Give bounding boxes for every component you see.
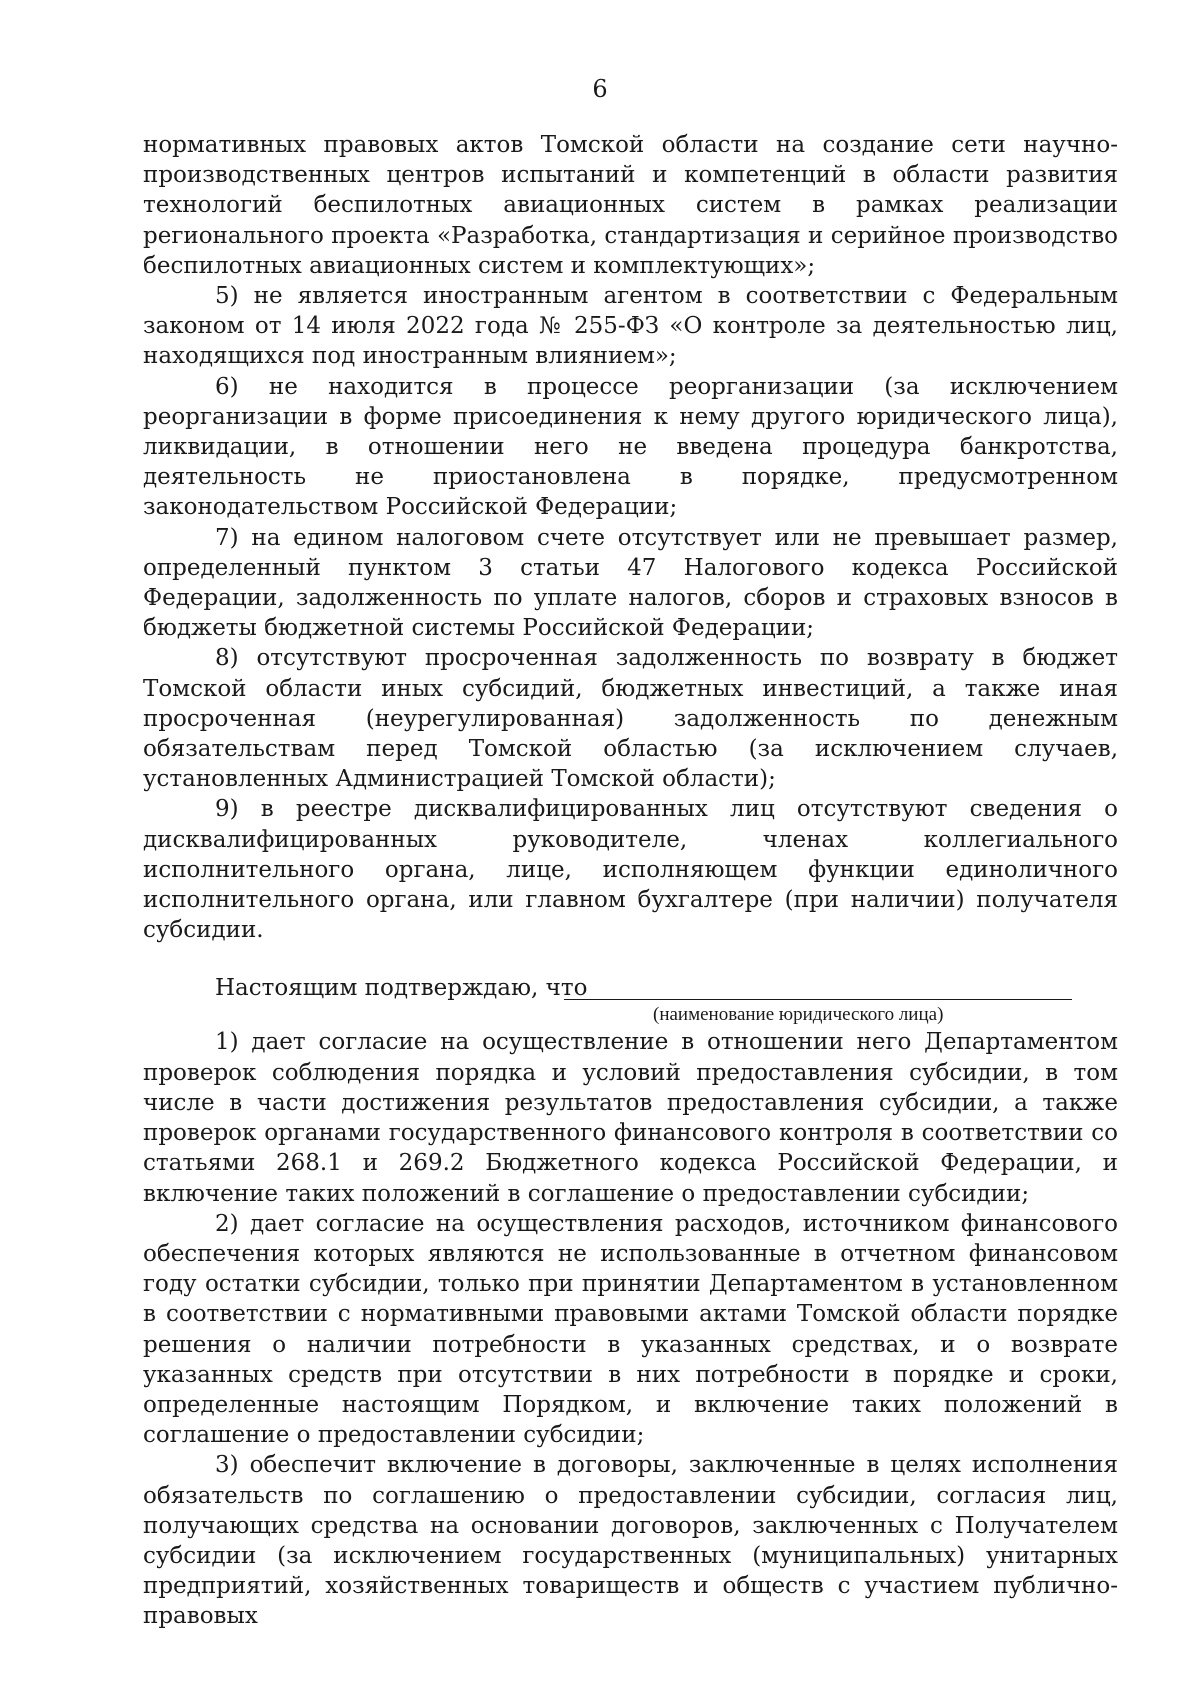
confirmation-line	[143, 973, 1118, 1003]
paragraph-item-5: 5) не является иностранным агентом в соответствии с Федеральным законом от 14 июля 2022 года № 255-ФЗ «О контроле за деятельностью лиц, находящихся под иностранным влиянием»;	[143, 283, 1118, 370]
paragraph-item-9: 9) в реестре дисквалифицированных лиц отсутствуют сведения о дисквалифицированных руководителе, членах коллегиального исполнительного органа, лице, исполняющем функции единоличного исполнительного органа, или главном бухгалтере (при наличии) получателя субсидии.	[143, 796, 1118, 944]
consent-item-1: 1) дает согласие на осуществление в отношении него Департаментом проверок соблюдения порядка и условий предоставления субсидии, в том числе в части достижения результатов предоставления субсидии, а также проверок органами государственного финансового контроля в соответствии со статьями 268.1 и 269.2 Бюджетного кодекса Российской Федерации, и включение таких положений в соглашение о предоставлении субсидии;	[143, 1029, 1118, 1207]
confirmation-lead-text: Настоящим подтверждаю, что	[215, 975, 588, 1002]
document-body	[143, 130, 1118, 1632]
paragraph-item-8: 8) отсутствуют просроченная задолженность по возврату в бюджет Томской области иных субсидий, бюджетных инвестиций, а также иная просроченная (неурегулированная) задолженность по денежным обязательствам перед Томской областью (за исключением случаев, установленных Администрацией Томской области);	[143, 645, 1118, 793]
paragraph-item-7: 7) на едином налоговом счете отсутствует или не превышает размер, определенный пунктом 3 статьи 47 Налогового кодекса Российской Федерации, задолженность по уплате налогов, сборов и страховых взносов в бюджеты бюджетной системы Российской Федерации;	[143, 524, 1118, 642]
legal-entity-name-blank	[564, 999, 1072, 1000]
paragraph-continuation: нормативных правовых актов Томской области на создание сети научно-производственных центров испытаний и компетенций в области развития технологий беспилотных авиационных систем в рамках реализации регионального проекта «Разработка, стандартизация и серийное производство беспилотных авиационных систем и комплектующих»;	[143, 132, 1118, 279]
page-number: 6	[592, 75, 608, 103]
paragraph-item-6: 6) не находится в процессе реорганизации (за исключением реорганизации в форме присоединения к нему другого юридического лица), ликвидации, в отношении него не введена процедура банкротства, деятельность не приостановлена в порядке, предусмотренном законодательством Российской Федерации;	[143, 373, 1118, 521]
field-caption	[143, 1003, 1118, 1027]
section-gap	[143, 945, 1118, 973]
consent-item-2: 2) дает согласие на осуществления расходов, источником финансового обеспечения которых являются не использованные в отчетном финансовом году остатки субсидии, только при принятии Департаментом в установленном в соответствии с нормативными правовыми актами Томской области порядке решения о наличии потребности в указанных средствах, и о возврате указанных средств при отсутствии в них потребности в порядке и сроки, определенные настоящим Порядком, и включение таких положений в соглашение о предоставлении субсидии;	[143, 1210, 1118, 1449]
field-caption-text: (наименование юридического лица)	[653, 1004, 944, 1026]
consent-item-3: 3) обеспечит включение в договоры, заключенные в целях исполнения обязательств по соглашению о предоставлении субсидии, согласия лиц, получающих средства на основании договоров, заключенных с Получателем субсидии (за исключением государственных (муниципальных) унитарных предприятий, хозяйственных товариществ и обществ с участием публично-правовых	[143, 1452, 1118, 1630]
